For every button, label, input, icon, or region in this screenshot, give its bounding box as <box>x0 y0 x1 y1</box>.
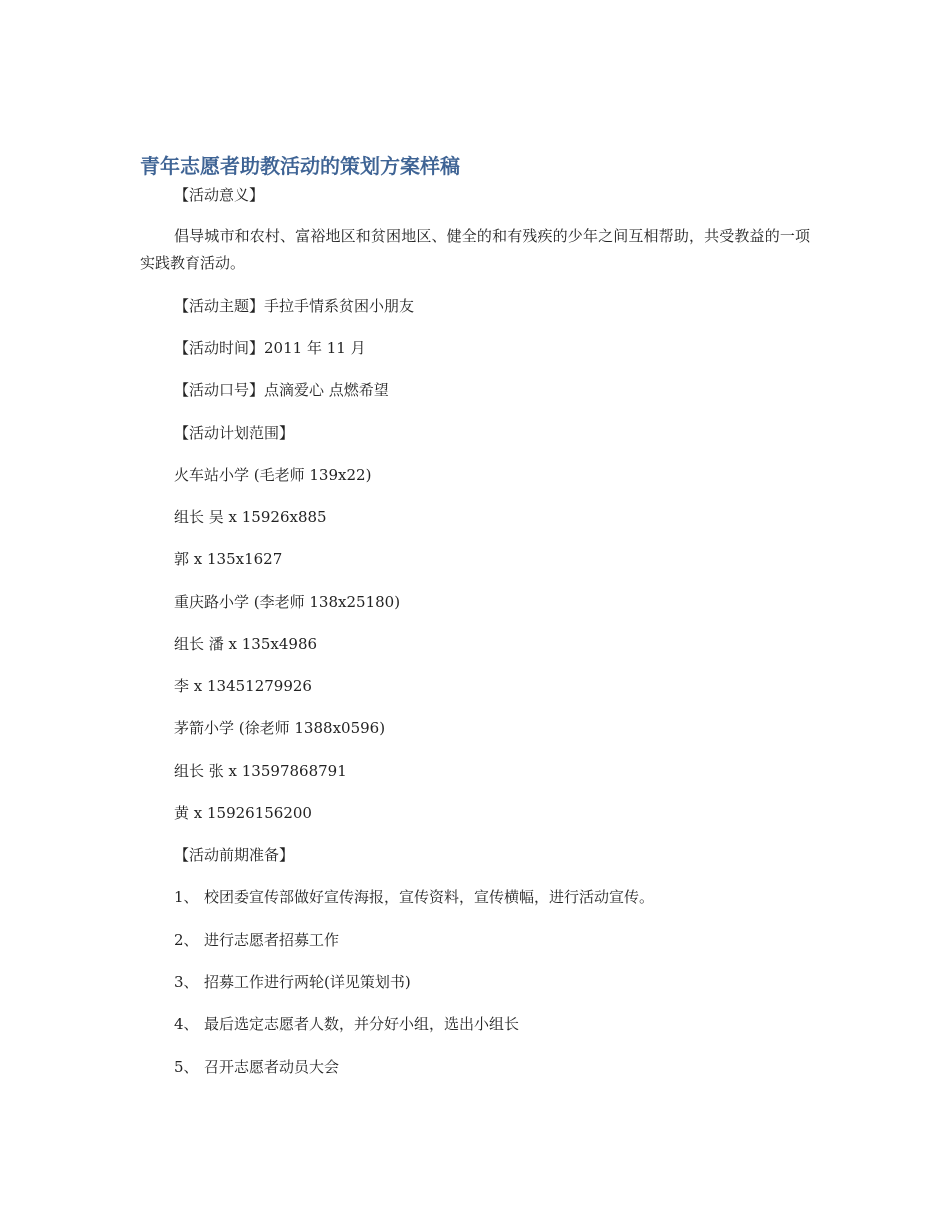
document-title: 青年志愿者助教活动的策划方案样稿 <box>140 154 460 178</box>
prep-item <box>174 930 339 950</box>
significance-heading: 【活动意义】 <box>174 186 265 204</box>
prep-item <box>174 1057 339 1077</box>
prep-item-number: 4、 <box>174 1015 199 1033</box>
significance-paragraph: 倡导城市和农村、富裕地区和贫困地区、健全的和有残疾的少年之间互相帮助，共受教益的一项实践教育活动。 <box>140 227 810 272</box>
prep-item-number: 3、 <box>174 973 199 991</box>
scope-line-member: 郭 x 135x1627 <box>174 550 283 568</box>
scope-line-leader: 组长 吴 x 15926x885 <box>174 508 327 526</box>
prep-item <box>174 972 411 992</box>
prep-item-text: 招募工作进行两轮(详见策划书) <box>204 973 411 991</box>
prep-heading: 【活动前期准备】 <box>174 846 295 864</box>
prep-item-text: 最后选定志愿者人数，并分好小组，选出小组长 <box>204 1015 520 1033</box>
scope-line-school: 重庆路小学 (李老师 138x25180) <box>174 593 401 611</box>
prep-item-number: 2、 <box>174 931 199 949</box>
scope-line-member: 黄 x 15926156200 <box>174 804 312 822</box>
slogan-line: 【活动口号】点滴爱心 点燃希望 <box>174 381 389 399</box>
prep-item-text: 校团委宣传部做好宣传海报，宣传资料，宣传横幅，进行活动宣传。 <box>204 888 655 906</box>
scope-line-leader: 组长 张 x 13597868791 <box>174 762 347 780</box>
scope-line-school: 火车站小学 (毛老师 139x22) <box>174 466 372 484</box>
scope-line-member: 李 x 13451279926 <box>174 677 312 695</box>
prep-item-number: 5、 <box>174 1058 199 1076</box>
scope-line-leader: 组长 潘 x 135x4986 <box>174 635 318 653</box>
prep-item-text: 召开志愿者动员大会 <box>204 1058 340 1076</box>
time-line: 【活动时间】2011 年 11 月 <box>174 339 366 357</box>
prep-item <box>174 887 654 907</box>
prep-item <box>174 1014 519 1034</box>
prep-item-text: 进行志愿者招募工作 <box>204 931 340 949</box>
prep-item-number: 1、 <box>174 888 199 906</box>
scope-line-school: 茅箭小学 (徐老师 1388x0596) <box>174 719 386 737</box>
theme-line: 【活动主题】手拉手情系贫困小朋友 <box>174 297 415 315</box>
scope-heading: 【活动计划范围】 <box>174 424 295 442</box>
